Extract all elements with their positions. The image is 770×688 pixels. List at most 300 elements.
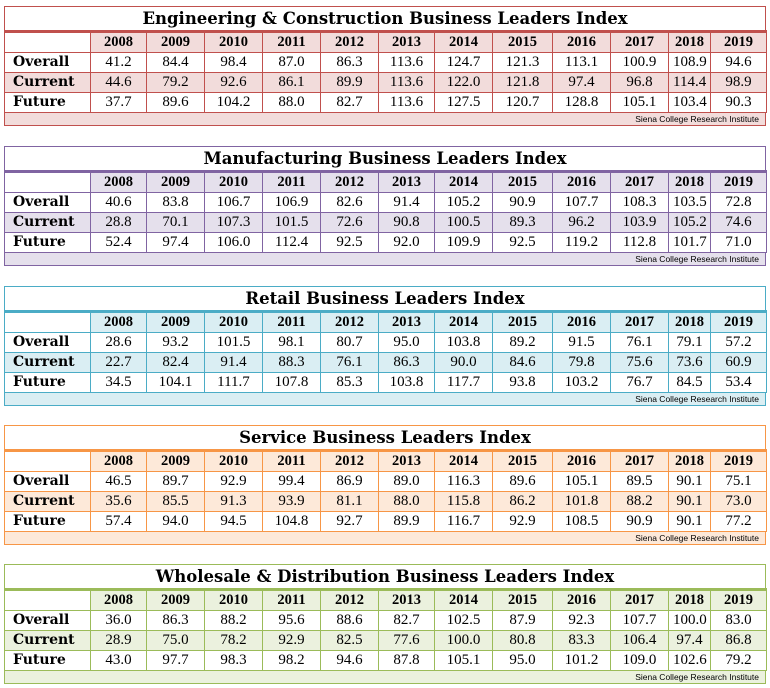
year-header: 2014 — [435, 172, 493, 193]
table-cell: 103.8 — [379, 373, 435, 393]
year-header: 2017 — [611, 172, 669, 193]
row-label: Overall — [5, 193, 91, 213]
table-cell: 107.7 — [553, 193, 611, 213]
table-cell: 104.8 — [263, 512, 321, 532]
year-header: 2017 — [611, 32, 669, 53]
table-cell: 90.0 — [435, 353, 493, 373]
table-cell: 99.4 — [263, 472, 321, 492]
table-row — [5, 353, 767, 373]
year-header-row — [5, 32, 767, 53]
year-header: 2010 — [205, 451, 263, 472]
year-header: 2008 — [91, 451, 147, 472]
table-cell: 73.6 — [669, 353, 711, 373]
table-cell: 105.1 — [435, 651, 493, 671]
table-cell: 104.1 — [147, 373, 205, 393]
table-row — [5, 73, 767, 93]
index-table-block — [4, 564, 766, 684]
year-header: 2011 — [263, 32, 321, 53]
row-label: Overall — [5, 53, 91, 73]
header-corner — [5, 451, 91, 472]
table-cell: 87.0 — [263, 53, 321, 73]
table-cell: 79.2 — [711, 651, 767, 671]
table-title: Engineering & Construction Business Leaders Index — [4, 6, 766, 30]
table-cell: 103.2 — [553, 373, 611, 393]
row-label: Overall — [5, 472, 91, 492]
row-label: Current — [5, 353, 91, 373]
table-cell: 88.3 — [263, 353, 321, 373]
table-cell: 115.8 — [435, 492, 493, 512]
year-header: 2014 — [435, 32, 493, 53]
table-cell: 86.3 — [379, 353, 435, 373]
year-header: 2019 — [711, 590, 767, 611]
year-header: 2010 — [205, 172, 263, 193]
table-row — [5, 213, 767, 233]
year-header: 2011 — [263, 590, 321, 611]
table-cell: 102.6 — [669, 651, 711, 671]
table-title: Retail Business Leaders Index — [4, 286, 766, 310]
year-header: 2019 — [711, 172, 767, 193]
table-cell: 106.9 — [263, 193, 321, 213]
table-cell: 90.3 — [711, 93, 767, 113]
table-cell: 116.3 — [435, 472, 493, 492]
header-corner — [5, 590, 91, 611]
table-cell: 90.9 — [493, 193, 553, 213]
table-row — [5, 53, 767, 73]
table-cell: 44.6 — [91, 73, 147, 93]
year-header: 2014 — [435, 590, 493, 611]
year-header: 2010 — [205, 32, 263, 53]
year-header: 2013 — [379, 312, 435, 333]
table-cell: 92.9 — [205, 472, 263, 492]
table-cell: 90.1 — [669, 512, 711, 532]
table-cell: 89.9 — [379, 512, 435, 532]
table-cell: 77.2 — [711, 512, 767, 532]
table-cell: 60.9 — [711, 353, 767, 373]
table-title: Manufacturing Business Leaders Index — [4, 146, 766, 170]
table-cell: 98.4 — [205, 53, 263, 73]
table-cell: 76.1 — [321, 353, 379, 373]
table-cell: 103.5 — [669, 193, 711, 213]
index-table — [4, 170, 767, 253]
year-header: 2008 — [91, 172, 147, 193]
table-cell: 86.3 — [147, 611, 205, 631]
table-cell: 86.8 — [711, 631, 767, 651]
header-corner — [5, 32, 91, 53]
table-cell: 106.0 — [205, 233, 263, 253]
row-label: Current — [5, 492, 91, 512]
year-header: 2015 — [493, 312, 553, 333]
table-cell: 103.9 — [611, 213, 669, 233]
year-header: 2009 — [147, 590, 205, 611]
table-cell: 113.1 — [553, 53, 611, 73]
table-cell: 70.1 — [147, 213, 205, 233]
table-row — [5, 373, 767, 393]
year-header: 2016 — [553, 172, 611, 193]
table-cell: 77.6 — [379, 631, 435, 651]
table-cell: 92.6 — [205, 73, 263, 93]
year-header: 2009 — [147, 312, 205, 333]
table-cell: 107.7 — [611, 611, 669, 631]
row-label: Future — [5, 93, 91, 113]
year-header: 2012 — [321, 172, 379, 193]
table-cell: 108.9 — [669, 53, 711, 73]
table-row — [5, 611, 767, 631]
table-row — [5, 512, 767, 532]
table-cell: 95.6 — [263, 611, 321, 631]
table-cell: 94.5 — [205, 512, 263, 532]
row-label: Future — [5, 512, 91, 532]
year-header: 2011 — [263, 172, 321, 193]
row-label: Overall — [5, 333, 91, 353]
table-cell: 98.1 — [263, 333, 321, 353]
table-row — [5, 631, 767, 651]
table-cell: 75.6 — [611, 353, 669, 373]
table-title: Wholesale & Distribution Business Leaders Index — [4, 564, 766, 588]
table-cell: 36.0 — [91, 611, 147, 631]
row-label: Current — [5, 631, 91, 651]
table-cell: 82.7 — [379, 611, 435, 631]
table-cell: 92.3 — [553, 611, 611, 631]
table-cell: 88.0 — [263, 93, 321, 113]
table-cell: 95.0 — [493, 651, 553, 671]
table-cell: 119.2 — [553, 233, 611, 253]
table-cell: 96.2 — [553, 213, 611, 233]
table-row — [5, 333, 767, 353]
table-cell: 93.2 — [147, 333, 205, 353]
table-cell: 117.7 — [435, 373, 493, 393]
table-cell: 106.4 — [611, 631, 669, 651]
table-cell: 97.4 — [147, 233, 205, 253]
table-cell: 104.2 — [205, 93, 263, 113]
table-cell: 128.8 — [553, 93, 611, 113]
table-cell: 94.6 — [711, 53, 767, 73]
table-cell: 57.4 — [91, 512, 147, 532]
table-cell: 92.9 — [493, 512, 553, 532]
year-header: 2015 — [493, 172, 553, 193]
year-header: 2009 — [147, 32, 205, 53]
table-cell: 103.4 — [669, 93, 711, 113]
table-cell: 108.3 — [611, 193, 669, 213]
table-cell: 84.4 — [147, 53, 205, 73]
index-table — [4, 588, 767, 671]
table-cell: 88.0 — [379, 492, 435, 512]
year-header: 2012 — [321, 451, 379, 472]
table-cell: 127.5 — [435, 93, 493, 113]
year-header: 2010 — [205, 312, 263, 333]
table-cell: 90.8 — [379, 213, 435, 233]
table-cell: 105.1 — [611, 93, 669, 113]
year-header: 2016 — [553, 32, 611, 53]
table-cell: 37.7 — [91, 93, 147, 113]
table-cell: 111.7 — [205, 373, 263, 393]
table-cell: 22.7 — [91, 353, 147, 373]
year-header: 2017 — [611, 312, 669, 333]
table-cell: 84.5 — [669, 373, 711, 393]
year-header-row — [5, 451, 767, 472]
table-cell: 88.6 — [321, 611, 379, 631]
table-cell: 101.7 — [669, 233, 711, 253]
year-header: 2010 — [205, 590, 263, 611]
table-cell: 75.1 — [711, 472, 767, 492]
table-cell: 92.0 — [379, 233, 435, 253]
table-cell: 34.5 — [91, 373, 147, 393]
header-corner — [5, 172, 91, 193]
year-header: 2009 — [147, 172, 205, 193]
table-cell: 73.0 — [711, 492, 767, 512]
table-cell: 53.4 — [711, 373, 767, 393]
table-cell: 97.7 — [147, 651, 205, 671]
table-cell: 93.9 — [263, 492, 321, 512]
year-header: 2018 — [669, 451, 711, 472]
table-cell: 83.0 — [711, 611, 767, 631]
year-header: 2019 — [711, 312, 767, 333]
table-cell: 97.4 — [669, 631, 711, 651]
table-cell: 114.4 — [669, 73, 711, 93]
table-cell: 124.7 — [435, 53, 493, 73]
table-cell: 88.2 — [205, 611, 263, 631]
table-cell: 107.3 — [205, 213, 263, 233]
index-table-block — [4, 286, 766, 406]
source-note: Siena College Research Institute — [4, 532, 766, 545]
table-row — [5, 651, 767, 671]
year-header: 2011 — [263, 312, 321, 333]
table-cell: 101.5 — [263, 213, 321, 233]
table-cell: 81.1 — [321, 492, 379, 512]
year-header: 2012 — [321, 32, 379, 53]
table-cell: 101.2 — [553, 651, 611, 671]
table-cell: 46.5 — [91, 472, 147, 492]
table-cell: 80.8 — [493, 631, 553, 651]
row-label: Future — [5, 233, 91, 253]
table-cell: 94.6 — [321, 651, 379, 671]
source-note: Siena College Research Institute — [4, 393, 766, 406]
table-cell: 88.2 — [611, 492, 669, 512]
table-cell: 40.6 — [91, 193, 147, 213]
source-note: Siena College Research Institute — [4, 113, 766, 126]
table-cell: 106.7 — [205, 193, 263, 213]
table-cell: 109.9 — [435, 233, 493, 253]
year-header-row — [5, 312, 767, 333]
table-cell: 28.6 — [91, 333, 147, 353]
table-cell: 113.6 — [379, 53, 435, 73]
year-header: 2015 — [493, 451, 553, 472]
table-cell: 105.1 — [553, 472, 611, 492]
table-cell: 98.9 — [711, 73, 767, 93]
table-cell: 92.7 — [321, 512, 379, 532]
year-header: 2011 — [263, 451, 321, 472]
table-cell: 89.2 — [493, 333, 553, 353]
table-cell: 96.8 — [611, 73, 669, 93]
table-cell: 75.0 — [147, 631, 205, 651]
index-table-block — [4, 6, 766, 126]
table-cell: 76.1 — [611, 333, 669, 353]
year-header: 2015 — [493, 590, 553, 611]
table-cell: 89.9 — [321, 73, 379, 93]
table-cell: 101.5 — [205, 333, 263, 353]
table-cell: 83.3 — [553, 631, 611, 651]
table-row — [5, 193, 767, 213]
table-cell: 91.3 — [205, 492, 263, 512]
index-table — [4, 449, 767, 532]
table-cell: 112.4 — [263, 233, 321, 253]
table-cell: 97.4 — [553, 73, 611, 93]
table-cell: 91.4 — [379, 193, 435, 213]
table-cell: 79.2 — [147, 73, 205, 93]
source-note: Siena College Research Institute — [4, 671, 766, 684]
table-cell: 28.8 — [91, 213, 147, 233]
table-cell: 87.9 — [493, 611, 553, 631]
year-header: 2019 — [711, 451, 767, 472]
year-header: 2016 — [553, 451, 611, 472]
table-cell: 79.8 — [553, 353, 611, 373]
table-cell: 90.1 — [669, 492, 711, 512]
year-header: 2008 — [91, 32, 147, 53]
index-table — [4, 30, 767, 113]
table-cell: 90.9 — [611, 512, 669, 532]
year-header: 2008 — [91, 312, 147, 333]
table-cell: 79.1 — [669, 333, 711, 353]
row-label: Current — [5, 73, 91, 93]
index-table-block — [4, 425, 766, 545]
table-cell: 91.5 — [553, 333, 611, 353]
table-cell: 94.0 — [147, 512, 205, 532]
year-header-row — [5, 172, 767, 193]
table-cell: 71.0 — [711, 233, 767, 253]
year-header: 2018 — [669, 32, 711, 53]
table-cell: 105.2 — [669, 213, 711, 233]
table-cell: 89.6 — [493, 472, 553, 492]
row-label: Overall — [5, 611, 91, 631]
table-row — [5, 472, 767, 492]
table-cell: 107.8 — [263, 373, 321, 393]
table-cell: 86.1 — [263, 73, 321, 93]
table-cell: 82.6 — [321, 193, 379, 213]
table-cell: 41.2 — [91, 53, 147, 73]
year-header: 2015 — [493, 32, 553, 53]
year-header: 2012 — [321, 590, 379, 611]
table-cell: 86.9 — [321, 472, 379, 492]
year-header: 2016 — [553, 590, 611, 611]
index-table — [4, 310, 767, 393]
table-cell: 89.3 — [493, 213, 553, 233]
table-cell: 122.0 — [435, 73, 493, 93]
table-cell: 100.0 — [669, 611, 711, 631]
table-row — [5, 93, 767, 113]
table-cell: 86.3 — [321, 53, 379, 73]
table-cell: 102.5 — [435, 611, 493, 631]
year-header: 2013 — [379, 451, 435, 472]
year-header: 2013 — [379, 590, 435, 611]
year-header: 2018 — [669, 172, 711, 193]
table-row — [5, 492, 767, 512]
table-cell: 76.7 — [611, 373, 669, 393]
header-corner — [5, 312, 91, 333]
table-cell: 83.8 — [147, 193, 205, 213]
table-cell: 82.4 — [147, 353, 205, 373]
table-cell: 28.9 — [91, 631, 147, 651]
table-cell: 100.9 — [611, 53, 669, 73]
table-cell: 72.6 — [321, 213, 379, 233]
table-cell: 95.0 — [379, 333, 435, 353]
table-cell: 112.8 — [611, 233, 669, 253]
year-header: 2013 — [379, 172, 435, 193]
table-cell: 82.5 — [321, 631, 379, 651]
table-cell: 92.9 — [263, 631, 321, 651]
year-header: 2018 — [669, 312, 711, 333]
table-cell: 92.5 — [493, 233, 553, 253]
table-cell: 82.7 — [321, 93, 379, 113]
table-cell: 91.4 — [205, 353, 263, 373]
year-header: 2014 — [435, 312, 493, 333]
year-header: 2019 — [711, 32, 767, 53]
table-cell: 92.5 — [321, 233, 379, 253]
year-header: 2012 — [321, 312, 379, 333]
table-cell: 113.6 — [379, 73, 435, 93]
index-table-block — [4, 146, 766, 266]
table-cell: 89.5 — [611, 472, 669, 492]
year-header: 2014 — [435, 451, 493, 472]
table-cell: 74.6 — [711, 213, 767, 233]
table-cell: 121.3 — [493, 53, 553, 73]
table-cell: 98.2 — [263, 651, 321, 671]
table-cell: 52.4 — [91, 233, 147, 253]
year-header: 2017 — [611, 590, 669, 611]
table-cell: 85.3 — [321, 373, 379, 393]
table-cell: 89.0 — [379, 472, 435, 492]
table-cell: 93.8 — [493, 373, 553, 393]
year-header: 2009 — [147, 451, 205, 472]
table-cell: 85.5 — [147, 492, 205, 512]
table-title: Service Business Leaders Index — [4, 425, 766, 449]
table-row — [5, 233, 767, 253]
source-note: Siena College Research Institute — [4, 253, 766, 266]
table-cell: 121.8 — [493, 73, 553, 93]
table-cell: 78.2 — [205, 631, 263, 651]
table-cell: 90.1 — [669, 472, 711, 492]
row-label: Future — [5, 373, 91, 393]
table-cell: 100.5 — [435, 213, 493, 233]
table-cell: 113.6 — [379, 93, 435, 113]
table-cell: 80.7 — [321, 333, 379, 353]
table-cell: 87.8 — [379, 651, 435, 671]
table-cell: 89.7 — [147, 472, 205, 492]
row-label: Current — [5, 213, 91, 233]
table-cell: 57.2 — [711, 333, 767, 353]
year-header: 2013 — [379, 32, 435, 53]
year-header: 2017 — [611, 451, 669, 472]
table-cell: 86.2 — [493, 492, 553, 512]
table-cell: 43.0 — [91, 651, 147, 671]
year-header: 2008 — [91, 590, 147, 611]
table-cell: 103.8 — [435, 333, 493, 353]
year-header-row — [5, 590, 767, 611]
row-label: Future — [5, 651, 91, 671]
table-cell: 72.8 — [711, 193, 767, 213]
table-cell: 98.3 — [205, 651, 263, 671]
table-cell: 105.2 — [435, 193, 493, 213]
table-cell: 109.0 — [611, 651, 669, 671]
table-cell: 116.7 — [435, 512, 493, 532]
table-cell: 35.6 — [91, 492, 147, 512]
table-cell: 120.7 — [493, 93, 553, 113]
table-cell: 101.8 — [553, 492, 611, 512]
year-header: 2016 — [553, 312, 611, 333]
year-header: 2018 — [669, 590, 711, 611]
table-cell: 108.5 — [553, 512, 611, 532]
table-cell: 89.6 — [147, 93, 205, 113]
table-cell: 84.6 — [493, 353, 553, 373]
table-cell: 100.0 — [435, 631, 493, 651]
